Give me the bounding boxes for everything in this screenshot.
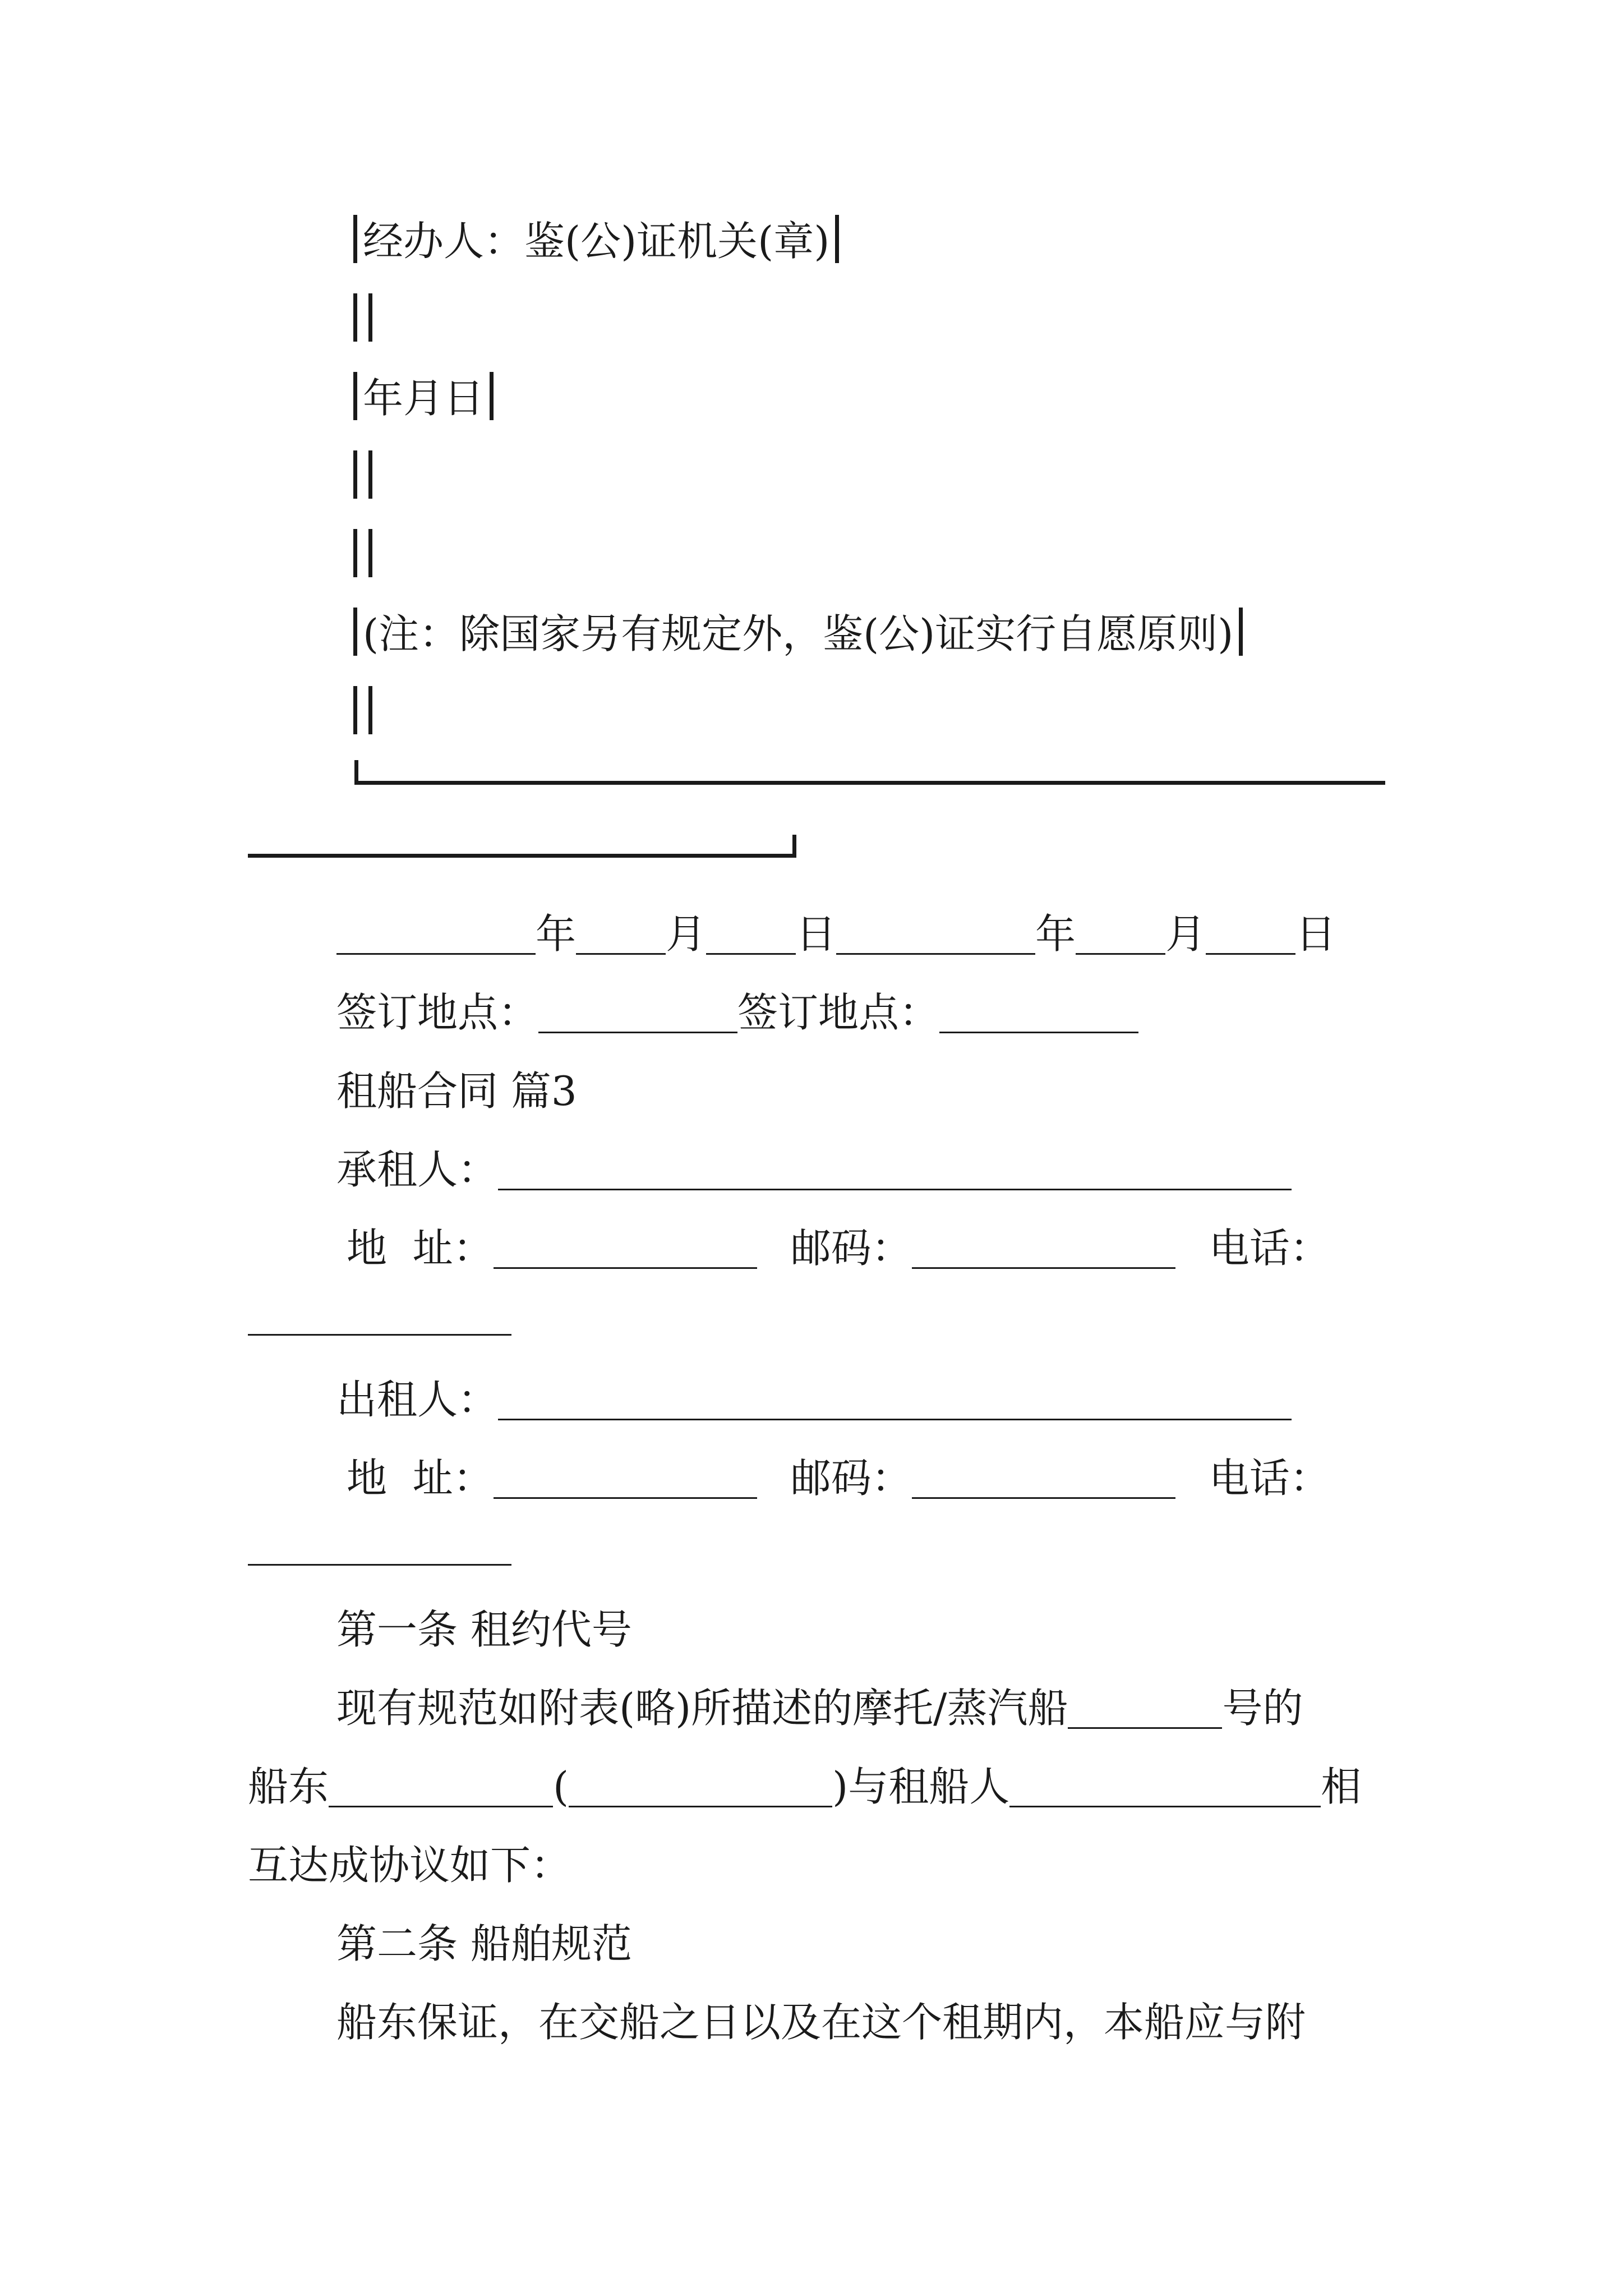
article-1-text: )与租船人 xyxy=(832,1763,1010,1810)
blank-lessor-address[interactable] xyxy=(494,1458,757,1499)
seal-box-row-3 xyxy=(348,370,499,426)
box-border-left xyxy=(353,529,357,577)
month-label: 月 xyxy=(1165,910,1206,958)
seal-box-row-4 xyxy=(348,449,378,505)
blank-sign-place-2[interactable] xyxy=(939,992,1138,1033)
blank-day-2[interactable] xyxy=(1206,914,1295,955)
box-border-right xyxy=(490,372,494,420)
article-1-paragraph-line-3: 互达成协议如下： xyxy=(248,1842,571,1889)
postcode-label: 邮码： xyxy=(790,1225,912,1272)
article-1-paragraph-line-1 xyxy=(336,1680,1303,1736)
postcode-label: 邮码： xyxy=(790,1455,912,1502)
seal-box-row-7 xyxy=(348,684,378,740)
phone-label: 电话： xyxy=(1209,1225,1330,1272)
box-border-left xyxy=(353,686,357,734)
blank-lessor[interactable] xyxy=(498,1379,1292,1420)
lessee-line xyxy=(336,1142,1292,1198)
date-line xyxy=(336,906,1336,962)
box-border-left xyxy=(353,450,357,499)
seal-box-note-text: (注：除国家另有规定外，鉴(公)证实行自愿原则) xyxy=(363,610,1234,657)
sign-place-line xyxy=(336,984,1138,1041)
sign-place-label: 签订地点： xyxy=(336,989,539,1036)
article-1-text: 相 xyxy=(1321,1763,1362,1810)
year-label: 年 xyxy=(1035,910,1076,958)
box-border-right xyxy=(368,293,372,342)
box-border-left xyxy=(353,608,357,656)
address-label: 地 址： xyxy=(347,1455,494,1502)
blank-lessor-postcode[interactable] xyxy=(912,1458,1175,1499)
blank-year-2[interactable] xyxy=(836,914,1035,955)
seal-box-row-5 xyxy=(348,527,378,583)
day-label: 日 xyxy=(1295,910,1336,958)
blank-lessee-phone[interactable] xyxy=(248,1334,511,1336)
box-border-right xyxy=(1239,608,1243,656)
box-border-left xyxy=(353,293,357,342)
year-label: 年 xyxy=(536,910,577,958)
blank-lessee-address[interactable] xyxy=(494,1228,757,1269)
article-1-paragraph-line-2 xyxy=(248,1759,1361,1815)
seal-box-row-6 xyxy=(348,606,1248,662)
blank-lessor-phone[interactable] xyxy=(248,1564,511,1566)
article-1-text: 现有规范如附表(略)所描述的摩托/蒸汽船 xyxy=(336,1685,1068,1732)
blank-month-2[interactable] xyxy=(1076,914,1165,955)
seal-box-row-2 xyxy=(348,292,378,348)
article-1-text: 号的 xyxy=(1222,1685,1303,1732)
sign-place-label: 签订地点： xyxy=(737,989,940,1036)
article-1-title: 第一条 租约代号 xyxy=(336,1606,632,1653)
blank-lessee-postcode[interactable] xyxy=(912,1228,1175,1269)
lessor-line xyxy=(336,1372,1292,1428)
article-2-paragraph-line-1: 船东保证，在交船之日以及在这个租期内，本船应与附 xyxy=(336,1999,1306,2046)
blank-shipowner-note[interactable] xyxy=(569,1766,832,1807)
box-border-right xyxy=(368,450,372,499)
box-bottom-border-2 xyxy=(248,854,796,858)
blank-shipowner[interactable] xyxy=(329,1766,553,1807)
day-label: 日 xyxy=(796,910,837,958)
blank-day-1[interactable] xyxy=(706,914,796,955)
blank-month-1[interactable] xyxy=(576,914,666,955)
box-bottom-border-1 xyxy=(354,781,1385,785)
box-border-right xyxy=(368,529,372,577)
box-border-left xyxy=(353,215,357,263)
lessor-contact-line xyxy=(347,1450,1330,1506)
blank-charterer[interactable] xyxy=(1009,1766,1321,1807)
lessee-label: 承租人： xyxy=(336,1146,499,1193)
seal-box-date-text: 年月日 xyxy=(363,375,485,422)
seal-box-row-1 xyxy=(348,213,845,269)
lessor-label: 出租人： xyxy=(336,1376,499,1423)
month-label: 月 xyxy=(666,910,707,958)
blank-year-1[interactable] xyxy=(336,914,536,955)
section-title: 租船合同 篇3 xyxy=(336,1068,577,1115)
blank-lessee[interactable] xyxy=(498,1149,1292,1190)
seal-box-handler-text: 经办人：鉴(公)证机关(章) xyxy=(363,218,830,265)
article-2-title: 第二条 船舶规范 xyxy=(336,1920,632,1967)
article-1-text: ( xyxy=(553,1763,569,1810)
phone-label: 电话： xyxy=(1209,1455,1330,1502)
box-border-right xyxy=(368,686,372,734)
box-bottom-right-corner xyxy=(792,835,796,858)
address-label: 地 址： xyxy=(347,1225,494,1272)
box-border-right xyxy=(835,215,839,263)
box-border-left xyxy=(353,372,357,420)
lessee-contact-line xyxy=(347,1220,1330,1276)
blank-ship-number[interactable] xyxy=(1068,1688,1222,1729)
blank-sign-place-1[interactable] xyxy=(538,992,737,1033)
article-1-text: 船东 xyxy=(248,1763,329,1810)
